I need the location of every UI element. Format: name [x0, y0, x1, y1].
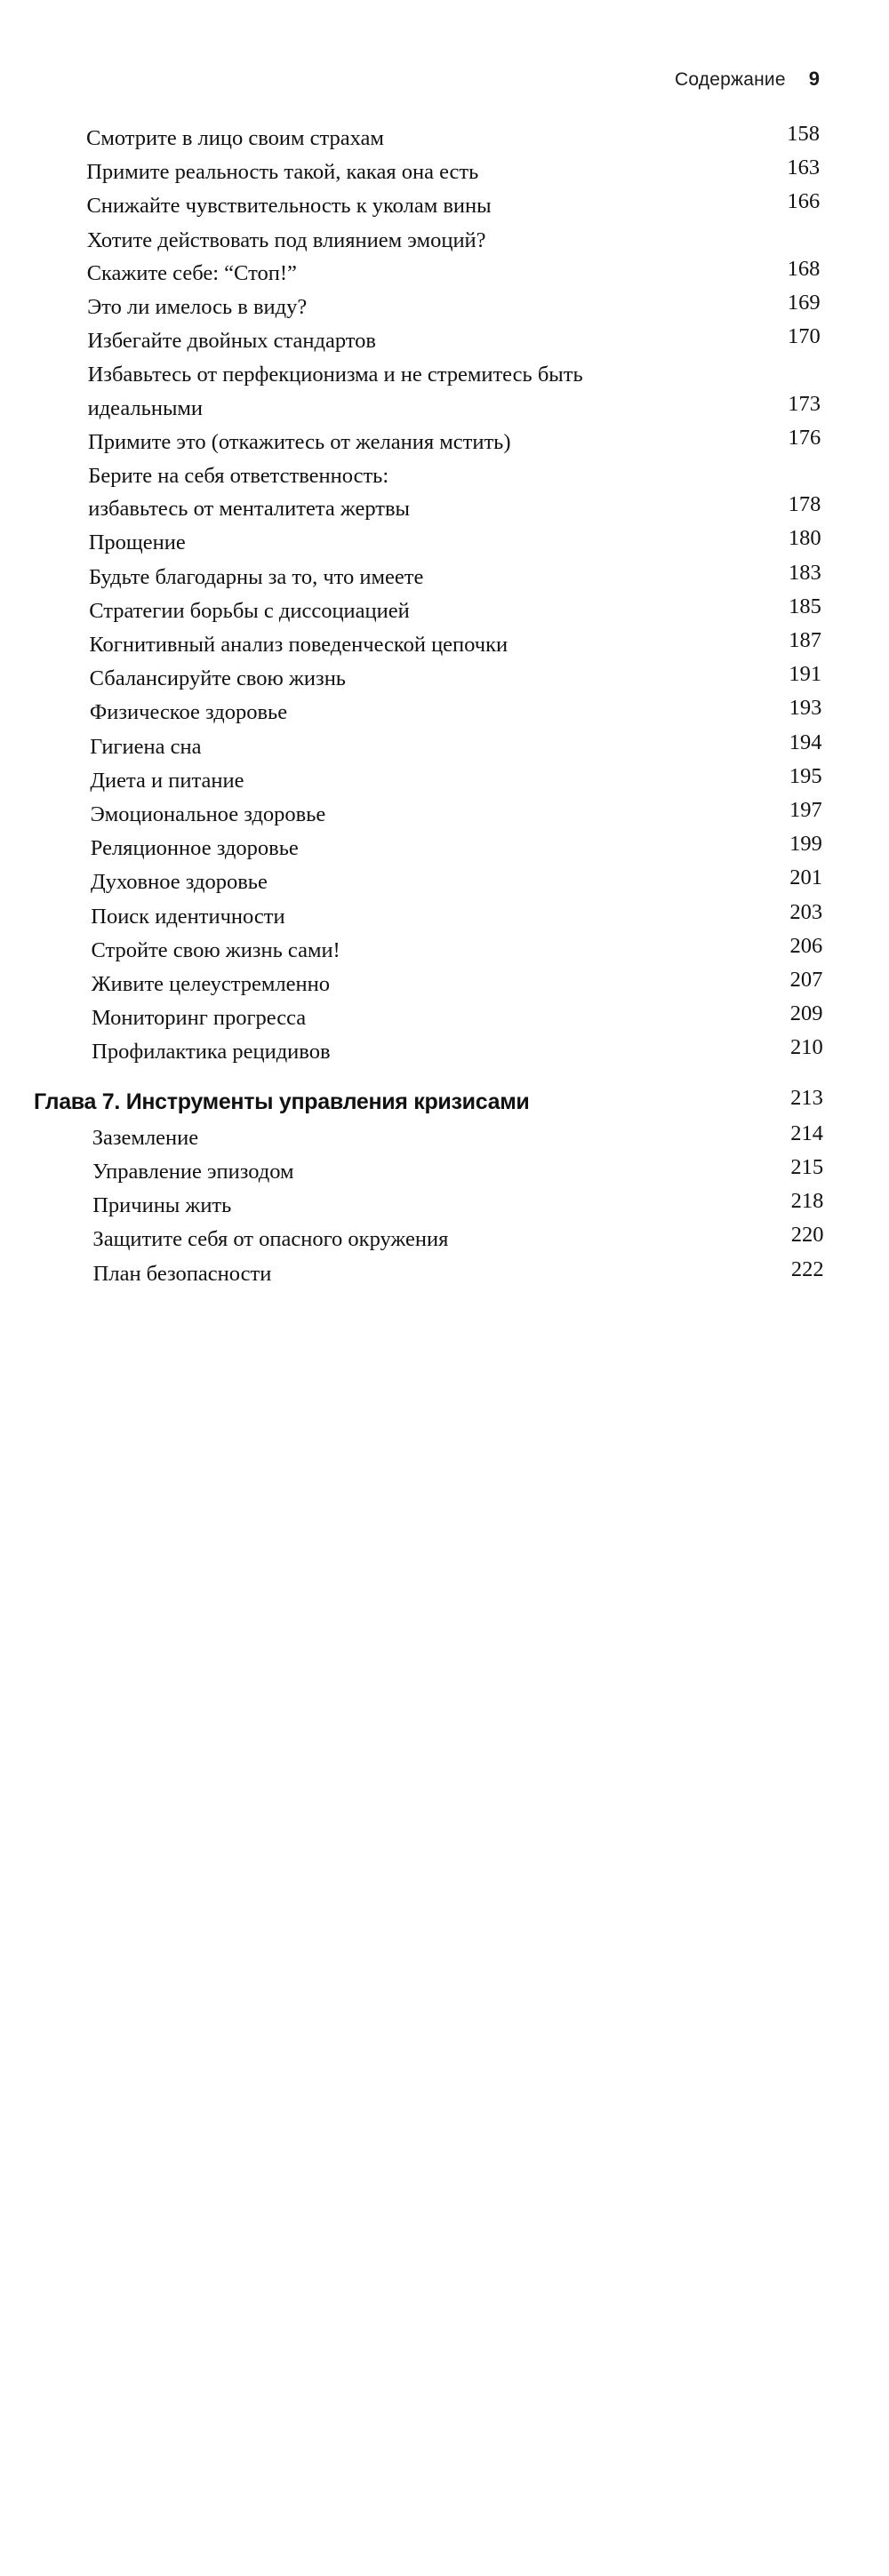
toc-entry-title: Когнитивный анализ поведенческой цепочки: [89, 633, 509, 657]
toc-entry: [89, 561, 827, 594]
toc-entry-title: Избавьтесь от перфекционизма и не стремитесь быть: [87, 363, 583, 387]
toc-page-number: 166: [787, 189, 821, 214]
toc-entry: [88, 459, 827, 525]
toc-entry-title: Сбалансируйте свою жизнь: [89, 666, 346, 691]
toc-page-number: 183: [789, 560, 821, 585]
toc-page-number: 195: [789, 763, 822, 788]
toc-entry-title: Диета и питание: [90, 768, 244, 793]
toc-page-number: 201: [789, 865, 822, 890]
toc-entry: [92, 1121, 827, 1154]
toc-page-number: 170: [788, 324, 821, 349]
toc-entry: [89, 628, 827, 661]
toc-page-number: 222: [790, 1256, 824, 1281]
toc-entry: [91, 900, 827, 933]
toc-entry: [92, 968, 827, 1001]
toc-page-number: 193: [789, 696, 822, 721]
toc-entry-title: Прощение: [88, 530, 186, 555]
toc-entry-title: Стратегии борьбы с диссоциацией: [89, 598, 410, 623]
toc-entry-title: Мониторинг прогресса: [91, 1006, 307, 1031]
toc-entry: [88, 426, 827, 459]
toc-entry-title: Снижайте чувствительность к уколам вины: [86, 194, 492, 219]
toc-entry: [91, 865, 827, 898]
toc-entry: [92, 1035, 827, 1068]
toc-entry: [86, 156, 827, 188]
toc-entry: [87, 291, 827, 323]
toc-page-number: 215: [790, 1155, 824, 1179]
toc-entry-title: избавьтесь от менталитета жертвы: [88, 497, 410, 522]
toc-page-number: 218: [790, 1189, 824, 1214]
running-head-page-number: 9: [808, 68, 820, 90]
toc-page-number: 213: [790, 1085, 823, 1110]
toc-page-number: 158: [787, 122, 820, 146]
toc-page-number: 214: [790, 1121, 824, 1145]
toc-entry-title: Примите реальность такой, какая она есть: [86, 160, 479, 185]
toc-entry-title: Заземление: [92, 1125, 199, 1150]
toc-page-number: 194: [789, 730, 822, 754]
toc-entry: [92, 1001, 827, 1034]
toc-entry: [90, 662, 827, 695]
toc-entry-title: Гигиена сна: [90, 734, 202, 759]
toc-entry-title: Живите целеустремленно: [91, 972, 330, 996]
toc-page-number: 163: [787, 156, 821, 180]
toc-entry-title: Управление эпизодом: [92, 1160, 294, 1184]
toc-entry: [87, 224, 827, 290]
toc-entry: [89, 526, 827, 559]
toc-page-number: 185: [789, 594, 821, 618]
toc-entry: [90, 696, 827, 729]
toc-page-number: 199: [789, 832, 822, 857]
toc-entry-title: Избегайте двойных стандартов: [87, 329, 376, 354]
toc-entry: [90, 730, 827, 763]
toc-page-number: 168: [787, 256, 821, 281]
toc-page-number: 207: [789, 968, 823, 992]
toc-entry-title: Духовное здоровье: [91, 870, 268, 895]
toc-entry-title: Хотите действовать под влиянием эмоций?: [86, 227, 486, 252]
toc-entry: [92, 1223, 827, 1256]
toc-entry: [92, 1155, 827, 1188]
toc-entry-title: Эмоциональное здоровье: [90, 802, 326, 826]
toc-entry: [92, 1189, 827, 1222]
toc-entry-title: Это ли имелось в виду?: [87, 295, 308, 319]
toc-page-number: 180: [788, 526, 821, 551]
toc-page-number: 209: [789, 1001, 823, 1026]
toc-entry: [87, 324, 827, 357]
toc-entry: [93, 1257, 827, 1290]
toc-entry: [88, 358, 827, 424]
toc-page-number: 187: [789, 628, 822, 652]
toc-entry-title: Скажите себе: “Стоп!”: [86, 260, 297, 285]
toc-entry-title: Поиск идентичности: [91, 904, 285, 929]
toc-entry-title: Смотрите в лицо своим страхам: [86, 126, 384, 150]
toc-entry-title: Причины жить: [92, 1193, 232, 1218]
toc-entry-title: Стройте свою жизнь сами!: [91, 937, 340, 962]
chapter-title: Глава 7. Инструменты управления кризисами: [34, 1089, 530, 1114]
toc-entry-title: идеальными: [87, 395, 204, 420]
toc-page-number: 176: [788, 425, 821, 450]
toc-page-number: 210: [789, 1035, 823, 1060]
toc-page-number: 197: [789, 798, 822, 822]
toc-entry: [91, 798, 827, 831]
toc-entry: [86, 122, 827, 155]
toc-page-number: 173: [788, 391, 821, 416]
toc-chapter-entry: [34, 1086, 827, 1119]
toc-entry: [91, 934, 827, 967]
toc-page-number: 191: [789, 662, 822, 687]
toc-entry-title: Будьте благодарны за то, что имеете: [88, 564, 424, 589]
toc-entry-title: Берите на себя ответственность:: [88, 464, 389, 488]
toc-entry: [89, 594, 827, 627]
toc-page-number: 169: [787, 291, 821, 315]
toc-page-number: 178: [788, 492, 821, 517]
toc-entry-title: Защитите себя от опасного окружения: [92, 1227, 449, 1252]
toc-entry: [86, 189, 827, 222]
toc-entry-title: Примите это (откажитесь от желания мстить): [88, 429, 511, 454]
toc-entry-title: Профилактика рецидивов: [92, 1040, 331, 1065]
running-head-section: Содержание: [675, 69, 786, 90]
toc-entry-title: План безопасности: [92, 1261, 272, 1286]
toc-entry: [91, 832, 827, 865]
toc-entry-title: Физическое здоровье: [89, 700, 288, 725]
running-head: [675, 68, 820, 91]
toc-page-number: 220: [790, 1223, 824, 1248]
toc-page-number: 206: [789, 933, 823, 958]
toc-entry: [90, 764, 827, 797]
toc-page-number: 203: [789, 899, 823, 924]
toc-entry-title: Реляционное здоровье: [90, 836, 299, 861]
